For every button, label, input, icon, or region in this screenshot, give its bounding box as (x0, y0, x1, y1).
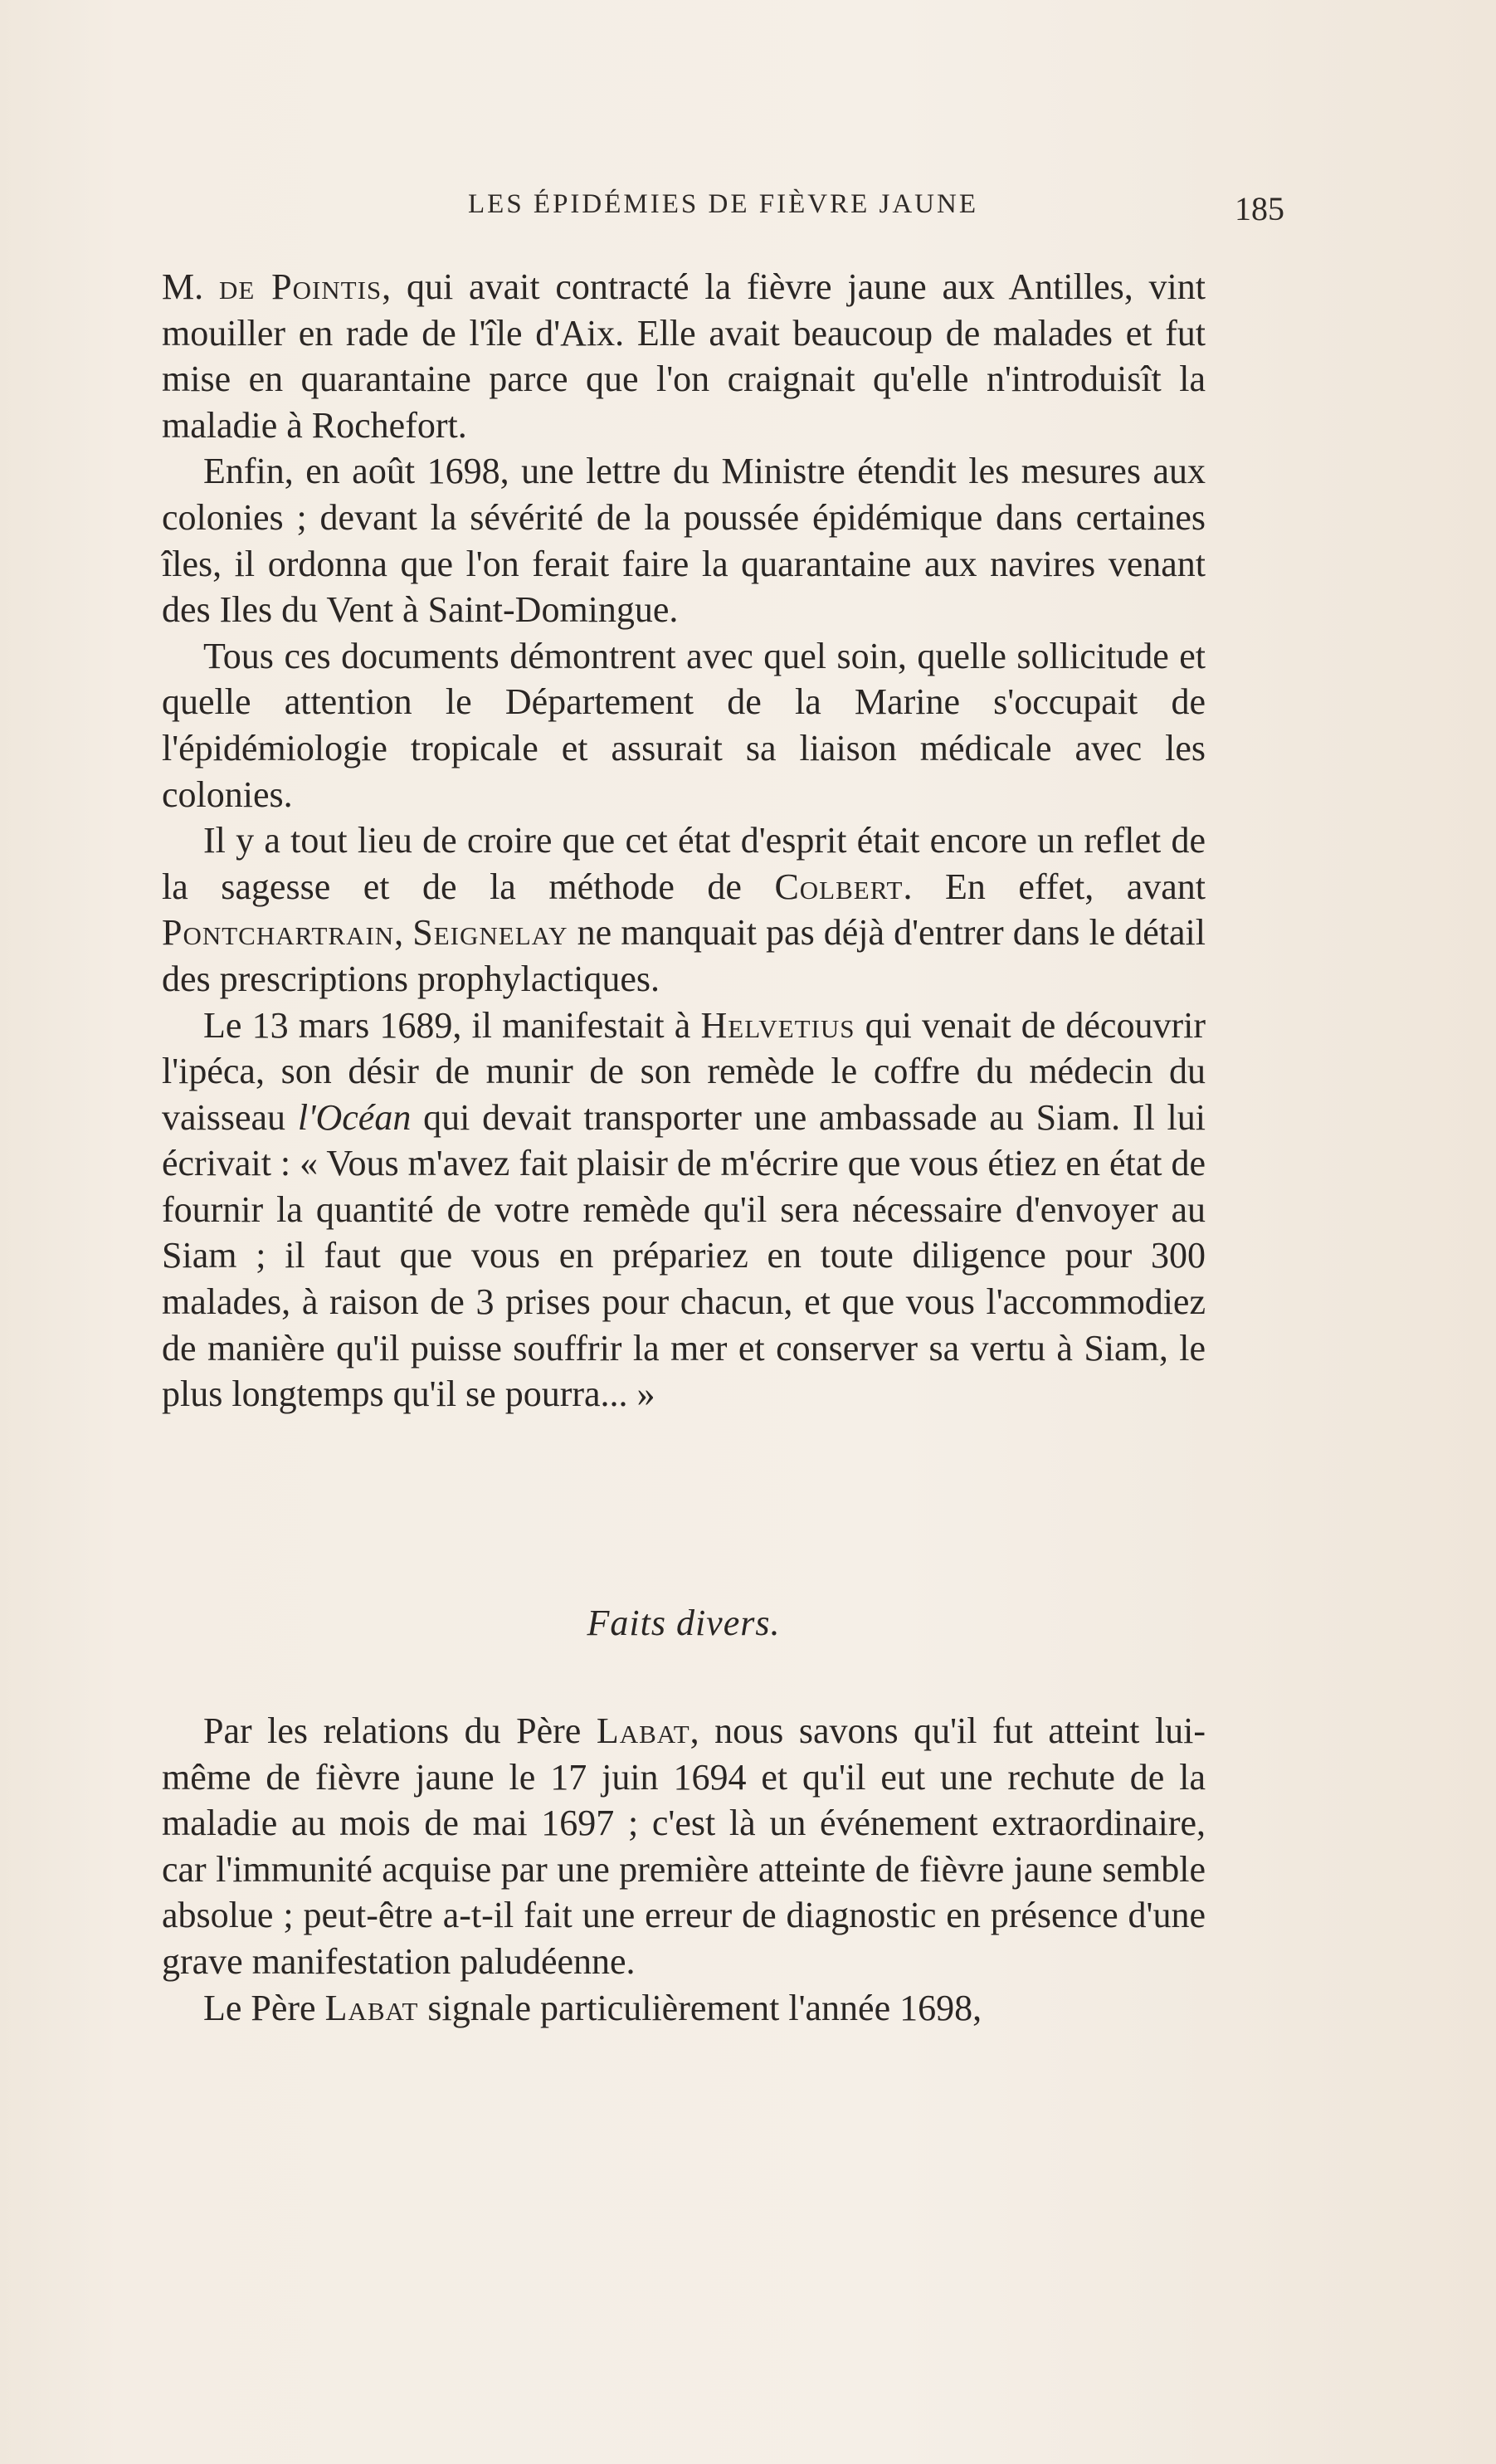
p7-name-labat: Labat (324, 1987, 419, 2028)
p7-text-b: signale particulièrement l'année 1698, (418, 1987, 982, 2028)
body-text-top (162, 264, 1206, 1417)
p4-name-seignelay: Seignelay (412, 912, 568, 954)
p4-text-b: . En effet, avant (903, 866, 1206, 907)
p6-name-labat: Labat (596, 1710, 690, 1751)
p4-text-a: Il y a tout lieu de croire que cet état d'esprit était encore un reflet de la sagesse et de la méthode de (162, 820, 1206, 907)
p6-text-b: , nous savons qu'il fut atteint lui-même de fièvre jaune le 17 juin 1694 et qu'il eut une rechute de la maladie au mois de mai 1697 ; c'est là un événement extraordinaire, car l'immunité acquise par une première atteinte de fièvre jaune semble absolue ; peut-être a-t-il fait une erreur de diagnostic en présence d'une grave manifestation paludéenne. (162, 1710, 1206, 1982)
paragraph-3: Tous ces documents démontrent avec quel soin, quelle sollicitude et quelle attention le Département de la Marine s'occupait de l'épidémiologie tropicale et assurait sa liaison médicale avec les colonies. (162, 635, 1206, 815)
p5-text-c: qui devait transporter une ambassade au Siam. Il lui écrivait : « Vous m'avez fait plaisir de m'écrire que vous étiez en état de fournir la quantité de votre remède qu'il sera nécessaire d'envoyer au Siam ; il faut que vous en prépariez en toute diligence pour 300 malades, à raison de 3 prises pour chacun, et que vous l'accommodiez de manière qu'il puisse souffrir la mer et conserver sa vertu à Siam, le plus longtemps qu'il se pourra... » (162, 1096, 1206, 1415)
paragraph-6 (162, 1708, 1206, 1985)
p5-ship-name: l'Océan (297, 1096, 412, 1138)
paragraph-1 (162, 264, 1206, 448)
page-header (162, 189, 1284, 232)
p5-text-a: Le 13 mars 1689, il manifestait à (203, 1004, 701, 1046)
p4-name-colbert: Colbert (774, 866, 904, 907)
p6-text-a: Par les relations du Père (203, 1710, 597, 1751)
p4-text-c: , (394, 912, 413, 954)
p1-prefix: M. (162, 266, 219, 307)
p4-name-pontchartrain: Pontchartrain (162, 912, 395, 954)
running-title: LES ÉPIDÉMIES DE FIÈVRE JAUNE (468, 189, 978, 219)
section-heading: Faits divers. (587, 1603, 781, 1643)
body-text-bottom (162, 1708, 1206, 2031)
p1-name-pointis: de Pointis (218, 266, 383, 307)
paragraph-2: Enfin, en août 1698, une lettre du Ministre étendit les mesures aux colonies ; devant la sévérité de la poussée épidémique dans certaines îles, il ordonna que l'on ferait faire la quarantaine aux navires venant des Iles du Vent à Saint-Domingue. (162, 451, 1206, 631)
paragraph-4 (162, 817, 1206, 1002)
p5-text-b: qui venait de découvrir l'ipéca, son désir de munir de son remède le coffre du médecin du vaisseau (162, 1004, 1206, 1138)
paragraph-5 (162, 1003, 1206, 1417)
paragraph-7 (162, 1985, 1206, 2032)
p4-text-d: ne manquait pas déjà d'entrer dans le détail des prescriptions prophylactiques. (162, 912, 1206, 999)
p5-name-helvetius: Helvetius (700, 1004, 855, 1046)
page-number: 185 (1235, 190, 1284, 227)
p1-text: , qui avait contracté la fièvre jaune aux Antilles, vint mouiller en rade de l'île d'Aix. Elle avait beaucoup de malades et fut mise en quarantaine parce que l'on craignait qu'elle n'introduisît la maladie à Rochefort. (162, 266, 1206, 446)
p7-text-a: Le Père (203, 1987, 325, 2028)
